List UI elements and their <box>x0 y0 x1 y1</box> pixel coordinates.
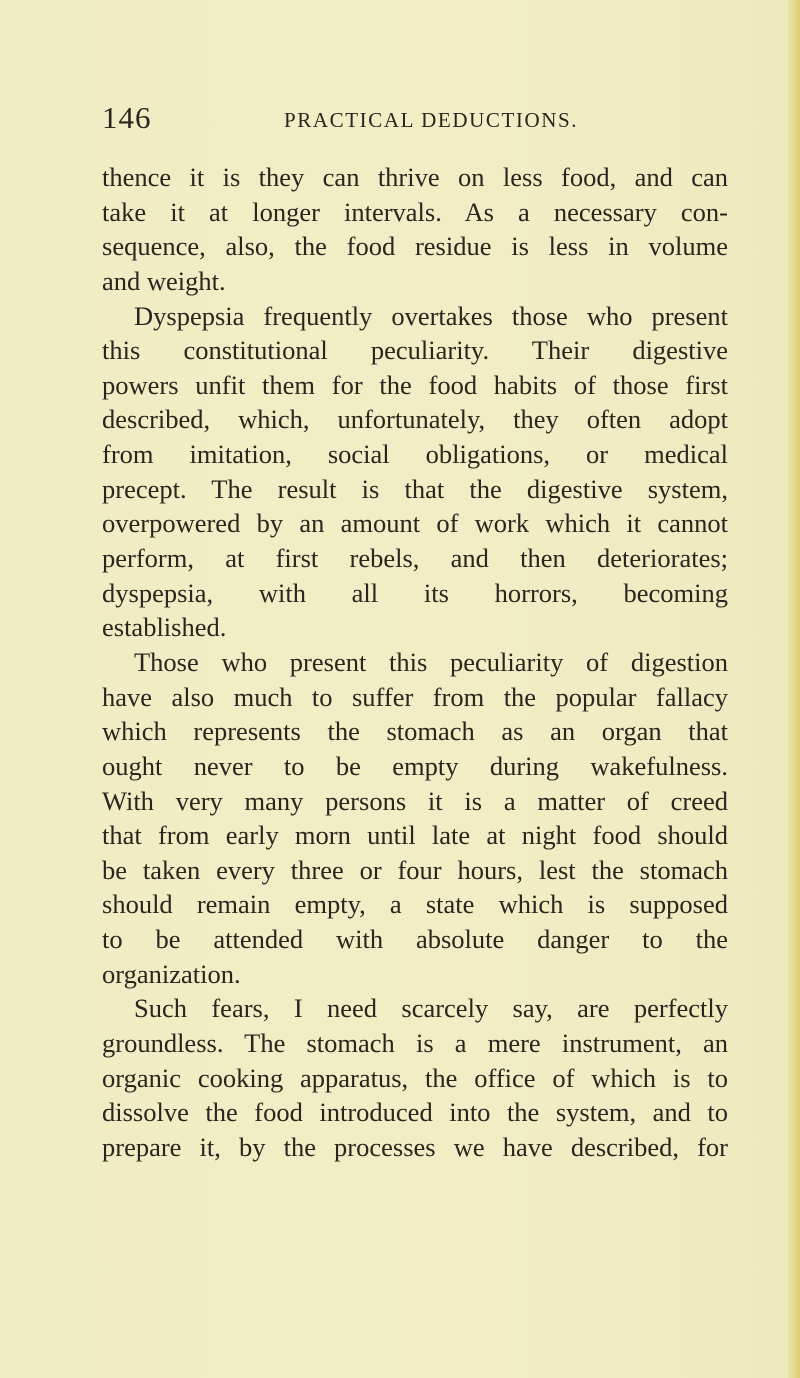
text-line: should remain empty, a state which is supposed <box>102 889 728 920</box>
text-line: ought never to be empty during wakefulness. <box>102 750 728 781</box>
text-line: Those who present this peculiarity of digestion <box>134 646 728 677</box>
text-line: sequence, also, the food residue is less in volume <box>102 231 728 262</box>
text-line: this constitutional peculiarity. Their digestive <box>102 335 728 366</box>
text-line: organic cooking apparatus, the office of which is to <box>102 1062 728 1093</box>
text-line: prepare it, by the processes we have described, for <box>102 1131 728 1162</box>
text-line: organization. <box>102 958 241 989</box>
text-line: be taken every three or four hours, lest the stomach <box>102 854 728 885</box>
text-line: Such fears, I need scarcely say, are perfectly <box>134 993 728 1024</box>
text-line: groundless. The stomach is a mere instrument, an <box>102 1028 728 1059</box>
text-line: established. <box>102 612 227 643</box>
page-number: 146 <box>102 100 152 135</box>
text-line: have also much to suffer from the popular fallacy <box>102 681 728 712</box>
text-line: powers unfit them for the food habits of those first <box>102 369 728 400</box>
text-line: and weight. <box>102 265 226 296</box>
text-line: which represents the stomach as an organ that <box>102 716 728 747</box>
text-line: described, which, unfortunately, they often adopt <box>102 404 728 435</box>
text-line: to be attended with absolute danger to the <box>102 924 728 955</box>
text-line: thence it is they can thrive on less food, and can <box>102 162 728 192</box>
text-line: Dyspepsia frequently overtakes those who present <box>134 300 728 331</box>
text-line: that from early morn until late at night food should <box>102 820 728 851</box>
text-line: take it at longer intervals. As a necessary con- <box>102 196 728 227</box>
text-line: from imitation, social obligations, or medical <box>102 439 728 470</box>
text-line: precept. The result is that the digestive system, <box>102 473 728 504</box>
text-line: With very many persons it is a matter of creed <box>102 785 728 816</box>
text-line: overpowered by an amount of work which it cannot <box>102 508 728 539</box>
page-header <box>0 100 800 136</box>
text-line: dissolve the food introduced into the system, and to <box>102 1097 728 1128</box>
text-line: dyspepsia, with all its horrors, becoming <box>102 577 728 608</box>
running-head: PRACTICAL DEDUCTIONS. <box>284 108 579 132</box>
page-edge <box>788 0 800 1378</box>
text-line: perform, at first rebels, and then deteriorates; <box>102 543 728 574</box>
body-text <box>102 160 728 1165</box>
